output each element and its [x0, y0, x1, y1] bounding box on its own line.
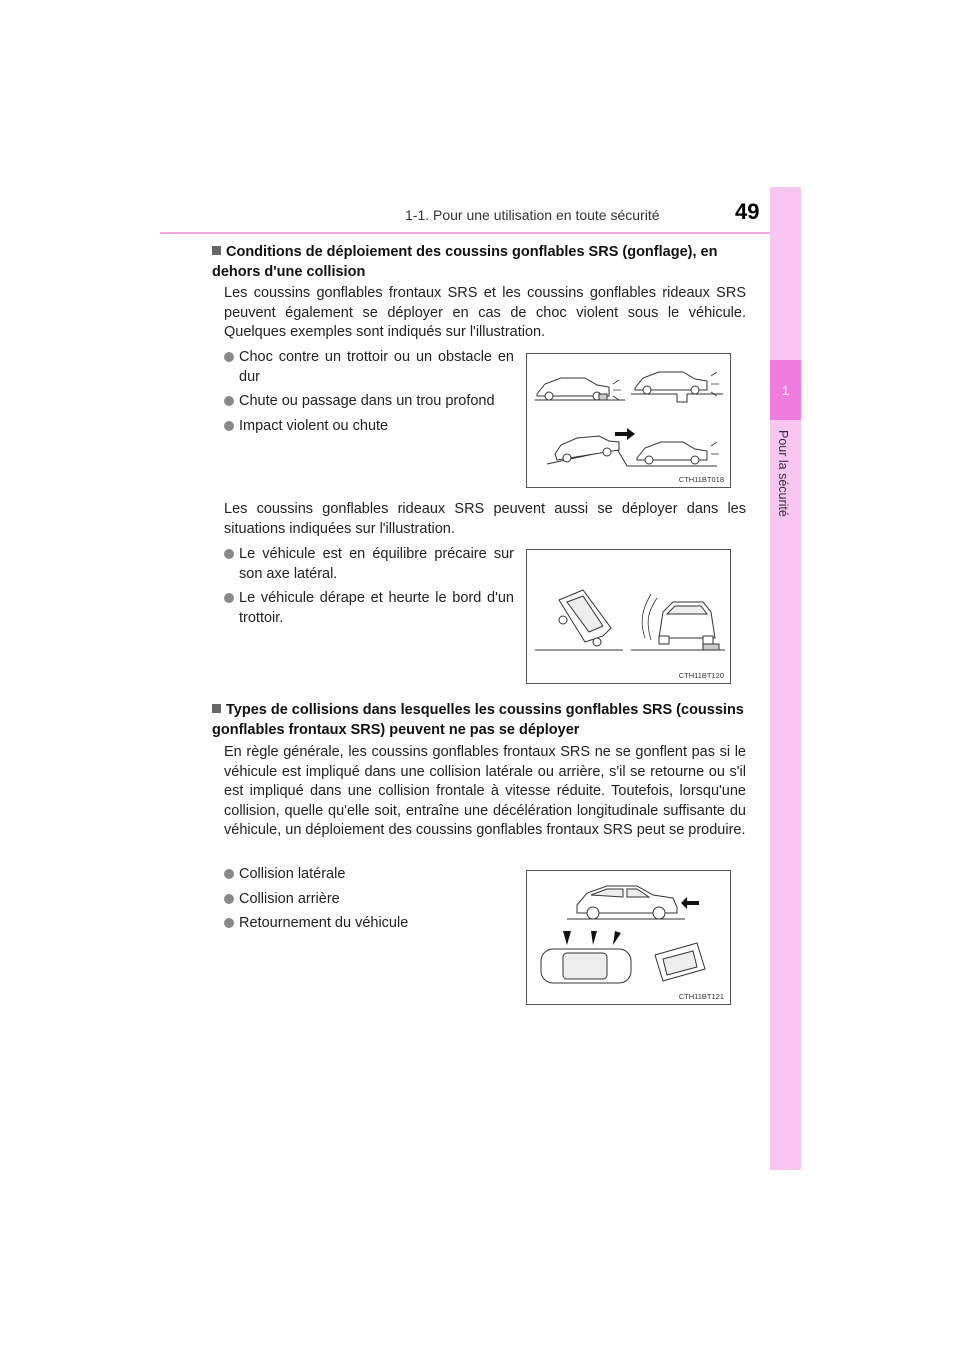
car-tilt-illustration — [527, 550, 731, 684]
list-item: Collision arrière — [224, 890, 514, 910]
bullet-dot-icon — [224, 352, 234, 362]
section2-intro: En règle générale, les coussins gonflables frontaux SRS ne se gonflent pas si le véhicule est impliqué dans une collision latérale ou arrière, s'il se retourne ou s'il est impliqué dans une collision frontale à vitesse réduite. Toutefois, lorsqu'une collision, quelle qu'elle soit, entraîne une décélération longitudinale suffisante du véhicule, un déploiement des coussins gonflables frontaux SRS peut se produire. — [224, 744, 746, 838]
list-item: Choc contre un trottoir ou un obstacle en dur — [224, 348, 514, 387]
figure-code: CTH11BT018 — [678, 475, 724, 484]
page-number: 49 — [735, 199, 760, 224]
car-impact-illustration — [527, 354, 731, 488]
list-item: Le véhicule est en équilibre précaire sur son axe latéral. — [224, 545, 514, 584]
figure-non-deployment-collisions — [526, 870, 731, 1005]
section2-bullet-list — [224, 865, 514, 939]
curtain-intro: Les coussins gonflables rideaux SRS peuvent aussi se déployer dans les situations indiquées sur l'illustration. — [224, 501, 746, 537]
figure-underbody-impact — [526, 353, 731, 488]
bullet-dot-icon — [224, 918, 234, 928]
section-heading-text: Conditions de déploiement des coussins gonflables SRS (gonflage), en dehors d'une collision — [212, 244, 718, 280]
header-rule — [160, 232, 800, 234]
figure-code: CTH11BT121 — [678, 992, 724, 1001]
list-item: Chute ou passage dans un trou profond — [224, 392, 514, 412]
bullet-dot-icon — [224, 593, 234, 603]
bullet-dot-icon — [224, 549, 234, 559]
running-header-title: 1-1. Pour une utilisation en toute sécurité — [405, 207, 660, 223]
list-item: Impact violent ou chute — [224, 417, 514, 437]
list-item: Collision latérale — [224, 865, 514, 885]
bullet-dot-icon — [224, 396, 234, 406]
chapter-tab: 1 — [770, 360, 801, 420]
collision-types-illustration — [527, 871, 731, 1005]
list-item: Retournement du véhicule — [224, 914, 514, 934]
square-bullet-icon — [212, 246, 221, 255]
figure-code: CTH11BT120 — [678, 671, 724, 680]
figure-curtain-deployment — [526, 549, 731, 684]
bullet-dot-icon — [224, 421, 234, 431]
square-bullet-icon — [212, 704, 221, 713]
section-heading-deployment-conditions — [212, 242, 747, 282]
curtain-bullet-list — [224, 545, 514, 633]
section-heading-non-deployment — [212, 700, 747, 740]
bullet-dot-icon — [224, 894, 234, 904]
section1-bullet-list — [224, 348, 514, 441]
bullet-dot-icon — [224, 869, 234, 879]
side-band — [770, 187, 801, 1170]
chapter-label: Pour la sécurité — [776, 430, 790, 517]
list-item: Le véhicule dérape et heurte le bord d'un trottoir. — [224, 589, 514, 628]
section-heading-text: Types de collisions dans lesquelles les coussins gonflables SRS (coussins gonflables frontaux SRS) peuvent ne pas se déployer — [212, 702, 744, 738]
section1-intro: Les coussins gonflables frontaux SRS et les coussins gonflables rideaux SRS peuvent également se déployer en cas de choc violent sous le véhicule. Quelques exemples sont indiqués sur l'illustration. — [224, 285, 746, 340]
